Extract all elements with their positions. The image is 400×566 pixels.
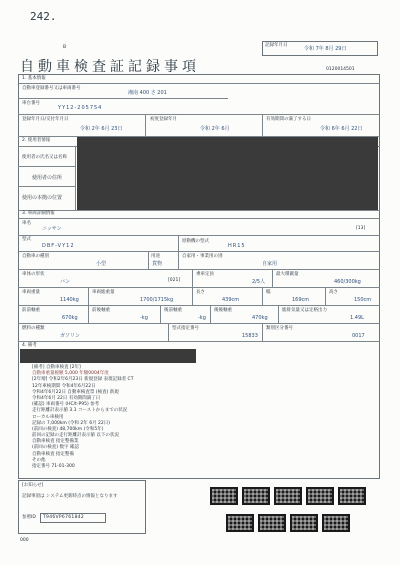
issue-date-label: 記録年月日 — [265, 43, 288, 48]
remark-line: (前回の検査) 数字 確認 — [32, 445, 79, 451]
capacity-value: 2/5人 — [252, 279, 266, 285]
category-label: 類別区分番号 — [266, 326, 293, 331]
qr-code — [210, 487, 238, 505]
width-value: 169cm — [292, 297, 310, 303]
weight-label: 車両重量 — [22, 290, 40, 295]
load-value: 460/300kg — [334, 279, 361, 285]
maker-code: [13] — [356, 226, 366, 231]
base-location-label: 使用の本拠の位置 — [22, 195, 63, 201]
front-rear-axle-label: 前後軸重 — [92, 308, 110, 313]
rear-rear-axle-label: 後後軸重 — [214, 308, 232, 313]
width-label: 幅 — [266, 290, 271, 295]
section1-heading: 1. 基本情報 — [22, 76, 46, 81]
remark-line: [備考] 自動車検査 [2年] — [32, 365, 81, 370]
remark-line: 指定番号 71-01-300 — [32, 464, 75, 469]
date-value-3: 令和 6年 6月 22日 — [320, 126, 363, 132]
remark-line: 12年車検期間 令和4年6月22日 — [32, 383, 96, 389]
user-name-label: 使用者の氏名又は名称 — [22, 155, 67, 160]
redacted-remarks-header — [20, 349, 196, 363]
front-rear-axle-value: -kg — [140, 315, 148, 321]
remarks-block — [32, 366, 272, 471]
reg-label: 自動車登録番号又は車両番号 — [22, 86, 81, 91]
remark-line: 自動車検査 指定整備業 — [32, 439, 79, 445]
fuel-label: 燃料の種類 — [22, 326, 45, 331]
form-code: 0120014501 — [326, 67, 355, 72]
section2-heading: 2. 使用者情報 — [22, 138, 51, 143]
remark-line: ローカル車検用 — [32, 414, 64, 420]
height-value: 150cm — [354, 297, 372, 303]
model-value: DBF-VY12 — [42, 243, 75, 249]
remark-line: 令和4年6月22日 自動車検査票 (検査) 新規 — [32, 389, 119, 395]
date-label-3: 有効期間の満了する日 — [266, 117, 311, 122]
remark-line: 自動車重量税額 5,000 年額0004年度 — [32, 371, 109, 377]
model-label: 型式 — [22, 237, 31, 242]
remark-line: 前回の記録の走行距離計表示値 以下の状況 — [32, 433, 119, 439]
ic-label: 参照ID — [22, 515, 36, 520]
gross-label: 車両総重量 — [92, 290, 115, 295]
load-label: 最大積載量 — [276, 272, 299, 277]
maker-value: ニッサン — [42, 226, 62, 232]
reg-value: 湘南 400 さ 201 — [128, 90, 167, 96]
front-front-axle-value: 670kg — [62, 315, 78, 321]
remark-line: [2年増] 令和2年6月23日 新規登録 表現記録者 CT — [32, 377, 134, 383]
doc-mark: B — [63, 45, 67, 50]
length-label: 長さ — [196, 290, 205, 295]
remark-line: 自動車検査 指定整備 — [32, 451, 74, 457]
remark-line: (確認) 車両番号 (HC/t-P95) 参考 — [32, 402, 100, 408]
qr-code — [242, 487, 270, 505]
kind-value: 小型 — [96, 261, 107, 267]
length-value: 439cm — [222, 297, 240, 303]
remark-line: その他 — [32, 457, 46, 463]
rear-front-axle-value: -kg — [198, 315, 206, 321]
qr-code — [274, 487, 302, 505]
qr-code — [290, 514, 318, 532]
date-label-2: 初度登録年月 — [150, 117, 177, 122]
rear-rear-axle-value: 470kg — [252, 315, 268, 321]
qr-code — [322, 514, 350, 532]
chassis-label: 車台番号 — [22, 101, 40, 106]
engine-value: HR15 — [228, 243, 246, 249]
capacity-label: 乗車定員 — [196, 272, 214, 277]
user-address-label: 使用者の住所 — [32, 175, 63, 181]
displacement-label: 総排気量又は定格出力 — [282, 308, 327, 313]
body-code: [021] — [168, 278, 181, 283]
maker-label: 車名 — [22, 221, 31, 226]
info-box-title: [お知らせ] — [22, 483, 44, 488]
body-label: 車体の形状 — [22, 272, 45, 277]
remark-line: 令和4年6月 22日 有効期間満了日 — [32, 395, 101, 401]
qr-code — [258, 514, 286, 532]
handwritten-number: 242. — [30, 10, 57, 23]
chassis-value: YY12-205754 — [58, 105, 103, 111]
date-value-1: 令和 2年 6月 23日 — [80, 126, 123, 132]
redacted-user-info — [77, 137, 378, 211]
page-number: 000 — [20, 538, 29, 543]
type-no-value: 15833 — [242, 333, 258, 339]
use-value: 貨物 — [152, 261, 163, 267]
type-no-label: 型式指定番号 — [172, 326, 199, 331]
info-box-text: 記録事項は システム更新時点の情報となります — [22, 494, 118, 499]
weight-value: 1140kg — [60, 297, 79, 303]
use-label: 用途 — [151, 254, 160, 259]
remark-line: 記録の 7,000km (令和 2年 6月 22日) — [32, 420, 110, 426]
date-value-2: 令和 2年 6月 — [200, 126, 230, 132]
qr-code — [226, 514, 254, 532]
fuel-value: ガソリン — [60, 333, 81, 339]
remark-line: (前回の検査) 48,700km (令和5年) — [32, 426, 104, 432]
purpose-value: 自家用 — [262, 261, 278, 267]
kind-label: 自動車の種別 — [22, 254, 49, 259]
ic-value: T946VP6761842 — [43, 515, 85, 520]
height-label: 高さ — [329, 290, 338, 295]
rear-front-axle-label: 後前軸重 — [164, 308, 182, 313]
gross-value: 1700/1715kg — [140, 297, 174, 303]
issue-date-value: 令和 7年 8月 29日 — [304, 46, 347, 52]
qr-code — [306, 487, 334, 505]
purpose-label: 自家用・事業用の別 — [182, 254, 223, 259]
section4-heading: 4. 備考 — [22, 343, 37, 348]
qr-code — [338, 487, 366, 505]
category-value: 0017 — [352, 333, 365, 339]
displacement-value: 1.49L — [350, 315, 364, 321]
engine-label: 原動機の型式 — [182, 239, 209, 244]
section3-heading: 3. 車両詳細情報 — [22, 211, 55, 216]
remark-line: 走行距離計表示値 3.1 コーストからまでの状況 — [32, 408, 128, 414]
front-front-axle-label: 前前軸重 — [22, 308, 40, 313]
date-label-1: 登録年月日/交付年月日 — [22, 117, 69, 122]
body-value: バン — [60, 279, 71, 285]
doc-title: 自動車検査証記録事項 — [20, 59, 200, 75]
